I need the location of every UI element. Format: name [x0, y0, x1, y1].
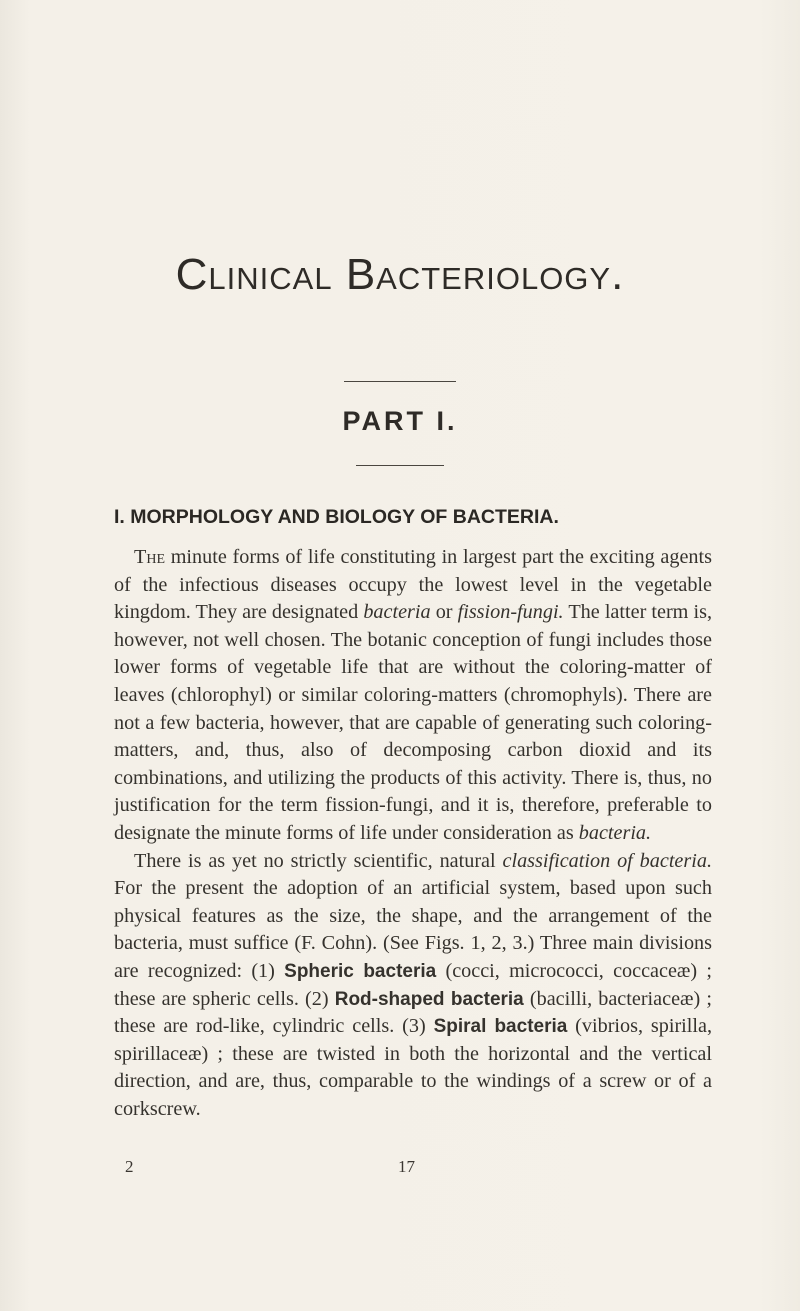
book-title: Clinical Bacteriology. — [175, 250, 625, 299]
paragraph-2-text: (vibrios, spirilla, spirillaceæ) ; these are twisted in both the horizontal and the vertical direction, and are, thus, comparable to the windings of a screw or of a corkscrew. — [114, 1015, 713, 1120]
paragraph-1-lead: The — [134, 546, 165, 568]
page-number: 17 — [398, 1157, 415, 1176]
paragraph-2-text: (bacilli, bacteriaceæ) ; these are rod-like, cylindric cells. (3) — [114, 987, 712, 1038]
body-text — [114, 544, 712, 1123]
part-label: PART I. — [342, 406, 458, 436]
section-heading: I. MORPHOLOGY AND BIOLOGY OF BACTERIA. — [114, 506, 559, 528]
term-spheric-bacteria: Spheric bacteria — [284, 960, 437, 982]
part-divider — [356, 465, 444, 466]
term-fission-fungi: fission-fungi. — [457, 601, 564, 624]
term-bacteria: bacteria — [363, 601, 431, 624]
term-rod-shaped-bacteria: Rod-shaped bacteria — [334, 988, 524, 1010]
paragraph-1-text: or — [430, 601, 458, 624]
title-divider — [344, 381, 456, 382]
paragraph-2-text: (cocci, micrococci, coccaceæ) ; these are spheric cells. (2) — [114, 959, 712, 1010]
term-bacteria: bacteria. — [578, 821, 652, 844]
paragraph-1-text: minute forms of life constituting in largest part the exciting agents of the infectious diseases occupy the lowest level in the vegetable kingdom. They are designated — [114, 546, 712, 624]
paragraph-2-text: For the present the adoption of an artificial system, based upon such physical features as the size, the shape, and the arrangement of the bacteria, must suffice (F. Cohn). (See Figs. 1, 2, 3.) Three main divisions are recognized: (1) — [114, 877, 712, 982]
term-spiral-bacteria: Spiral bacteria — [433, 1016, 568, 1038]
paragraph-2-text: There is as yet no strictly scientific, natural — [134, 849, 503, 872]
term-classification: classification of bacteria. — [502, 849, 712, 872]
paragraph-1 — [114, 544, 712, 848]
paragraph-1-text: The latter term is, however, not well chosen. The botanic conception of fungi includes those lower forms of vegetable life that are without the coloring-matter of leaves (chlorophyl) or similar coloring-matters (chromophyls). There are not a few bacteria, however, that are capable of generating such coloring-matters, and, thus, also of decomposing carbon dioxid and its combinations, and utilizing the products of this activity. There is, thus, no justification for the term fission-fungi, and it is, therefore, preferable to designate the minute forms of life under consideration as — [114, 601, 712, 844]
paragraph-2 — [114, 848, 712, 1124]
signature-mark: 2 — [125, 1157, 134, 1176]
